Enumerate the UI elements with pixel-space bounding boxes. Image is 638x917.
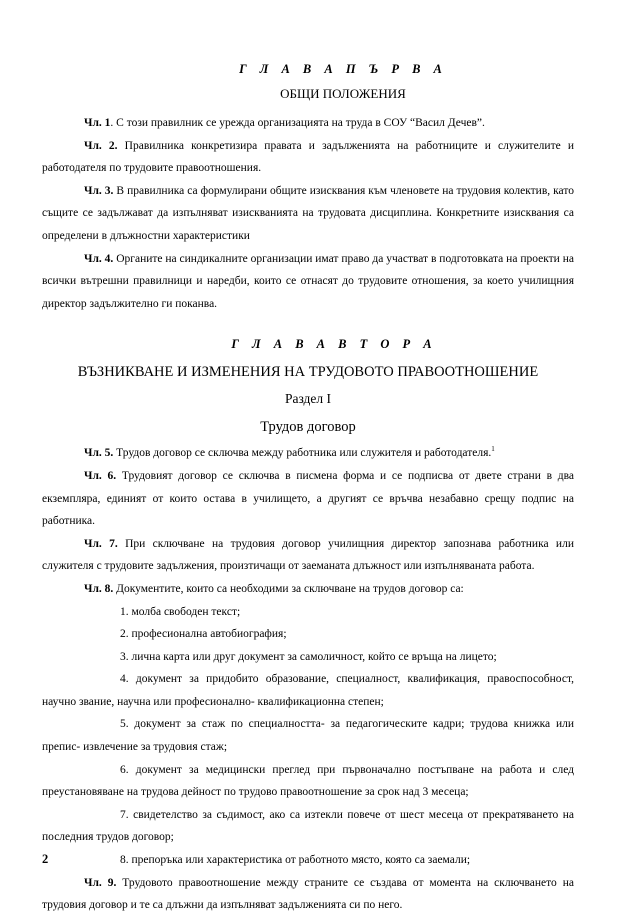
article-1: Чл. 1. С този правилник се урежда организацията на труда в СОУ “Васил Дечев”. — [84, 117, 485, 129]
chapter-2-title: Г Л А В А В Т О Р А — [231, 337, 437, 352]
article-9: Чл. 9. Трудовото правоотношение между страните се създава от момента на сключването на трудовия договор и те са длъжни да изпълняват задълженията си по него. — [42, 876, 574, 912]
chapter-1-subtitle: ОБЩИ ПОЛОЖЕНИЯ — [280, 86, 406, 101]
list-item: 6. документ за медицински преглед при първоначално постъпване на работа и след преустановяване на трудова дейност по трудово правоотношение за срок над 3 месеца; — [42, 763, 574, 799]
article-5: Чл. 5. Трудов договор се сключва между работника или служителя и работодателя.$^1$ — [84, 445, 495, 460]
page-number: 2 — [42, 852, 49, 866]
article-8: Чл. 8. Документите, които са необходими за сключване на трудов договор са: — [84, 582, 464, 595]
list-item: 5. документ за стаж по специалността- за педагогическите кадри; трудова книжка или препис- извлечение за трудовия стаж; — [42, 718, 574, 754]
chapter-2-subtitle: ВЪЗНИКВАНЕ И ИЗМЕНЕНИЯ НА ТРУДОВОТО ПРАВООТНОШЕНИЕ — [77, 364, 539, 381]
article-7: Чл. 7. При сключване на трудовия договор училищния директор запознава работника или служителя с трудовите задължения, произтичащи от заеманата длъжност или изпълняваната работа. — [42, 537, 574, 573]
list-item: 7. свидетелство за съдимост, ако са изтекли повече от шест месеца от прекратяването на последния трудов договор; — [42, 808, 574, 844]
article-6: Чл. 6. Трудовият договор се сключва в писмена форма и се подписва от двете страни в два екземпляра, единият от които остава в училището, а другият се връчва незабавно срещу подпис на работника. — [42, 469, 574, 528]
article-3: Чл. 3. В правилника са формулирани общите изисквания към членовете на трудовия колектив, като същите се задължават да изпълняват изискванията на трудовата дисциплина. Конкретните изисквания са определени в длъжностни характеристики — [42, 184, 574, 242]
list-item: 3. лична карта или друг документ за самоличност, който се връща на лицето; — [120, 650, 497, 663]
article-2: Чл. 2. Правилника конкретизира правата и задълженията на работниците и служителите и работодателя по трудовите правоотношения. — [42, 139, 574, 175]
section-name: Трудов договор — [260, 419, 356, 436]
article-4: Чл. 4. Органите на синдикалните организации имат право да участват в подготовката на проекти на всички вътрешни правилници и наредби, които се отнасят до трудовите отношения, за което училищния директор задължително ги поканва. — [42, 252, 574, 310]
list-item: 1. молба свободен текст; — [120, 605, 241, 618]
list-item: 2. професионална автобиография; — [120, 628, 287, 641]
document-page — [42, 62, 574, 917]
list-item: 4. документ за придобито образование, специалност, квалификация, правоспособност, научно звание, научна или професионално- квалификационна степен; — [42, 673, 574, 708]
section-heading: Раздел I — [284, 391, 332, 407]
footnote-ref[interactable]: 1 — [491, 445, 495, 454]
list-item: 8. препоръка или характеристика от работното място, която са заемали; — [120, 854, 471, 867]
chapter-1-title: Г Л А В А П Ъ Р В А — [239, 62, 447, 76]
